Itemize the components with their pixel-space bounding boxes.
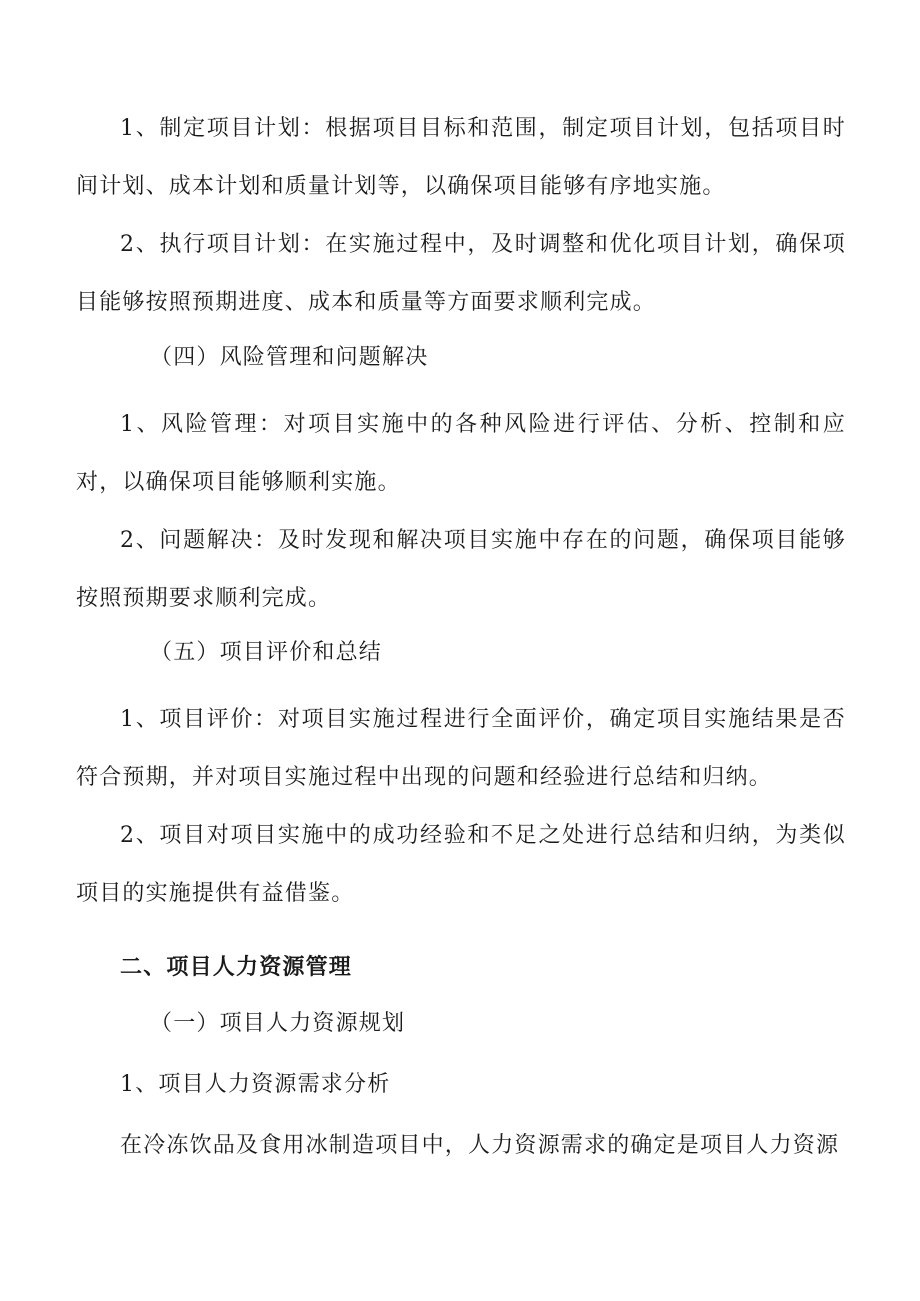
subheading-hr-planning: （一）项目人力资源规划 bbox=[150, 1011, 406, 1036]
paragraph-hr-needs-intro: 在冷冻饮品及食用冰制造项目中，人力资源需求的确定是项目人力资源 bbox=[120, 1133, 840, 1158]
paragraph-risk-management: 1、风险管理：对项目实施中的各种风险进行评估、分析、控制和应对，以确保项目能够顺利实施。 bbox=[76, 412, 846, 495]
subheading-project-evaluation: （五）项目评价和总结 bbox=[150, 640, 383, 665]
paragraph-make-plan: 1、制定项目计划：根据项目目标和范围，制定项目计划，包括项目时间计划、成本计划和质量计划等，以确保项目能够有序地实施。 bbox=[76, 116, 846, 199]
paragraph-execute-plan: 2、执行项目计划：在实施过程中，及时调整和优化项目计划，确保项目能够按照预期进度、成本和质量等方面要求顺利完成。 bbox=[76, 232, 846, 315]
paragraph-project-evaluation: 1、项目评价：对项目实施过程进行全面评价，确定项目实施结果是否符合预期，并对项目实施过程中出现的问题和经验进行总结和归纳。 bbox=[76, 707, 846, 790]
item-hr-needs-analysis: 1、项目人力资源需求分析 bbox=[120, 1072, 391, 1097]
section-heading-hr-management: 二、项目人力资源管理 bbox=[120, 954, 353, 980]
paragraph-project-summary: 2、项目对项目实施中的成功经验和不足之处进行总结和归纳，为类似项目的实施提供有益借鉴。 bbox=[76, 823, 846, 906]
paragraph-problem-solving: 2、问题解决：及时发现和解决项目实施中存在的问题，确保项目能够按照预期要求顺利完成。 bbox=[76, 528, 846, 611]
subheading-risk-management: （四）风险管理和问题解决 bbox=[150, 345, 429, 370]
